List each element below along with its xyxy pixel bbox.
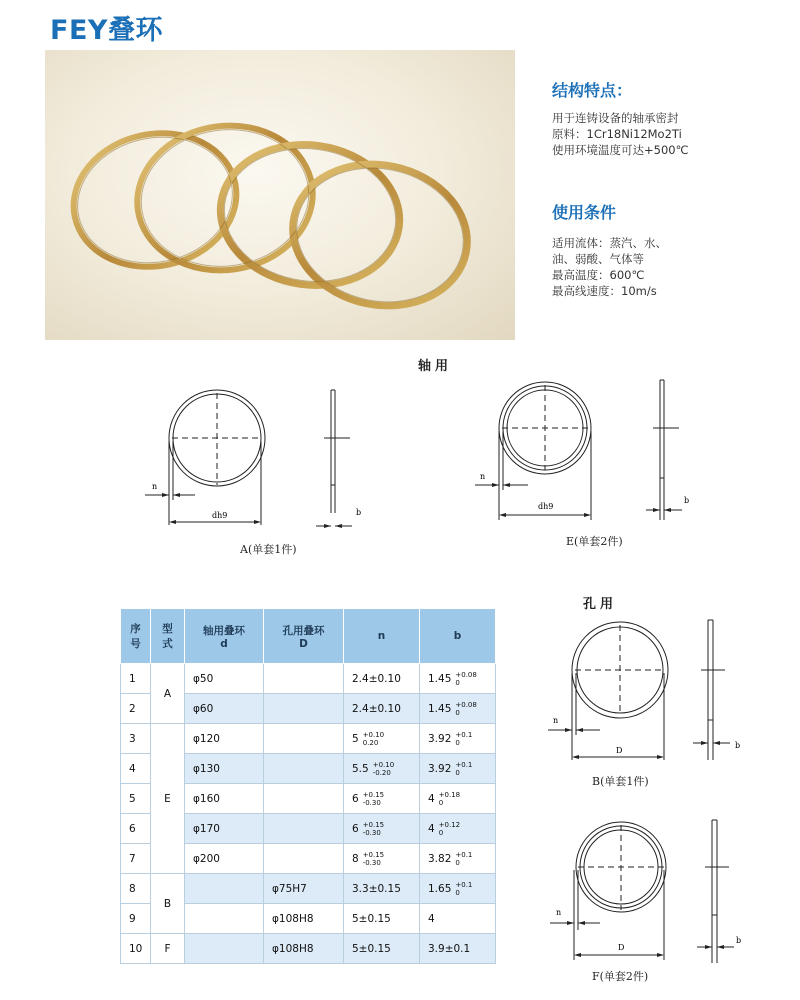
cell-b xyxy=(420,664,496,694)
header-bore-line: 孔用叠环 xyxy=(282,624,325,637)
b-lower-tol: 0 xyxy=(455,858,460,867)
n-value: 5.5 xyxy=(352,762,369,775)
header-type xyxy=(151,609,185,664)
cell-d: φ160 xyxy=(185,784,264,814)
cell-D xyxy=(264,694,344,724)
cell-b xyxy=(420,724,496,754)
b-lower-tol: 0 xyxy=(455,768,460,777)
b-upper-tol: +0.1 xyxy=(455,850,473,859)
n-lower-tol: -0.30 xyxy=(362,828,381,837)
features-title: 结构特点： xyxy=(552,81,633,100)
n-value: 5±0.15 xyxy=(352,942,391,955)
conditions-title: 使用条件 xyxy=(552,203,617,222)
cell-n xyxy=(344,874,420,904)
header-bore-line: D xyxy=(299,637,308,650)
b-value: 1.45 xyxy=(428,672,452,685)
cell-D xyxy=(264,814,344,844)
dim-d-label: D xyxy=(616,746,623,755)
header-seq xyxy=(121,609,151,664)
header-type-line: 型 xyxy=(162,623,173,635)
header-b: b xyxy=(420,609,496,664)
conditions-text xyxy=(552,235,667,299)
cell-n xyxy=(344,904,420,934)
cell-d: φ130 xyxy=(185,754,264,784)
n-value: 2.4±0.10 xyxy=(352,702,401,715)
dim-n-label: n xyxy=(556,908,562,917)
header-shaft-line: d xyxy=(220,637,228,650)
cell-n xyxy=(344,844,420,874)
cell-n xyxy=(344,694,420,724)
cell-b xyxy=(420,874,496,904)
cell-n xyxy=(344,724,420,754)
b-lower-tol: 0 xyxy=(455,708,460,717)
n-upper-tol: +0.10 xyxy=(362,730,385,739)
cell-seq: 5 xyxy=(121,784,151,814)
dim-b-label: b xyxy=(356,508,362,517)
cell-seq: 1 xyxy=(121,664,151,694)
drawing-e xyxy=(470,375,710,535)
b-upper-tol: +0.08 xyxy=(455,670,477,679)
cell-d xyxy=(185,874,264,904)
cell-seq: 10 xyxy=(121,934,151,964)
b-upper-tol: +0.1 xyxy=(455,760,473,769)
cell-b xyxy=(420,934,496,964)
features-text xyxy=(552,110,689,158)
cell-D xyxy=(264,754,344,784)
drawing-b xyxy=(540,615,750,775)
cell-n xyxy=(344,934,420,964)
header-shaft-line: 轴用叠环 xyxy=(203,624,245,637)
b-value: 4 xyxy=(428,792,435,805)
cell-D xyxy=(264,664,344,694)
dim-b-label: b xyxy=(736,936,742,945)
header-seq-line: 序 xyxy=(130,623,141,635)
brand-title: FEY叠环 xyxy=(50,15,163,46)
n-value: 2.4±0.10 xyxy=(352,672,401,685)
b-lower-tol: 0 xyxy=(455,738,460,747)
shaft-section-title: 轴用 xyxy=(418,359,453,374)
cell-b xyxy=(420,844,496,874)
n-upper-tol: +0.15 xyxy=(362,820,385,829)
b-value: 1.45 xyxy=(428,702,452,715)
b-value: 3.9±0.1 xyxy=(428,942,471,955)
cell-type: E xyxy=(151,724,185,874)
header-seq-line: 号 xyxy=(130,638,141,650)
cell-type: A xyxy=(151,664,185,724)
cell-n xyxy=(344,784,420,814)
drawing-f xyxy=(540,815,750,970)
n-value: 8 xyxy=(352,852,359,865)
header-n: n xyxy=(344,609,420,664)
caption-e: E(单套2件) xyxy=(566,535,623,548)
cell-seq: 3 xyxy=(121,724,151,754)
n-value: 5±0.15 xyxy=(352,912,391,925)
product-photo xyxy=(45,50,515,340)
cell-type: B xyxy=(151,874,185,934)
cell-b xyxy=(420,694,496,724)
n-lower-tol: -0.30 xyxy=(362,858,381,867)
b-value: 4 xyxy=(428,912,435,925)
cell-D xyxy=(264,844,344,874)
b-value: 4 xyxy=(428,822,435,835)
n-lower-tol: -0.30 xyxy=(362,798,381,807)
dim-d-label: dh9 xyxy=(538,502,554,511)
conditions-line: 最高线速度：10m/s xyxy=(552,284,657,298)
cell-seq: 4 xyxy=(121,754,151,784)
dim-d-label: dh9 xyxy=(212,511,228,520)
n-value: 6 xyxy=(352,822,359,835)
cell-D: φ108H8 xyxy=(264,934,344,964)
table-row xyxy=(121,934,496,964)
n-upper-tol: +0.15 xyxy=(362,790,385,799)
b-upper-tol: +0.08 xyxy=(455,700,477,709)
b-value: 3.82 xyxy=(428,852,452,865)
cell-seq: 8 xyxy=(121,874,151,904)
conditions-line: 油、弱酸、气体等 xyxy=(552,252,644,266)
cell-b xyxy=(420,784,496,814)
spec-table xyxy=(120,608,496,964)
cell-d: φ120 xyxy=(185,724,264,754)
n-lower-tol: -0.20 xyxy=(372,768,391,777)
cell-b xyxy=(420,754,496,784)
cell-n xyxy=(344,664,420,694)
dim-n-label: n xyxy=(553,716,559,725)
b-upper-tol: +0.1 xyxy=(455,880,473,889)
n-value: 3.3±0.15 xyxy=(352,882,401,895)
b-lower-tol: 0 xyxy=(438,798,444,807)
drawing-a xyxy=(140,375,380,535)
features-line: 用于连铸设备的轴承密封 xyxy=(552,111,679,125)
b-upper-tol: +0.1 xyxy=(455,730,473,739)
table-row xyxy=(121,724,496,754)
b-value: 1.65 xyxy=(428,882,452,895)
cell-n xyxy=(344,814,420,844)
b-upper-tol: +0.18 xyxy=(438,790,461,799)
cell-D xyxy=(264,724,344,754)
dim-b-label: b xyxy=(684,496,690,505)
cell-d: φ170 xyxy=(185,814,264,844)
n-lower-tol: 0.20 xyxy=(362,738,379,747)
dim-n-label: n xyxy=(152,482,158,491)
cell-seq: 2 xyxy=(121,694,151,724)
dim-d-label: D xyxy=(618,943,625,952)
cell-seq: 6 xyxy=(121,814,151,844)
header-shaft xyxy=(185,609,264,664)
n-value: 5 xyxy=(352,732,359,745)
conditions-line: 适用流体：蒸汽、水、 xyxy=(552,236,667,250)
bore-section-title: 孔用 xyxy=(583,597,618,612)
cell-d: φ50 xyxy=(185,664,264,694)
dim-n-label: n xyxy=(480,472,486,481)
caption-f: F(单套2件) xyxy=(592,970,649,983)
cell-b xyxy=(420,814,496,844)
n-upper-tol: +0.10 xyxy=(372,760,395,769)
cell-D: φ108H8 xyxy=(264,904,344,934)
b-value: 3.92 xyxy=(428,732,452,745)
b-lower-tol: 0 xyxy=(438,828,444,837)
cell-D xyxy=(264,784,344,814)
cell-seq: 7 xyxy=(121,844,151,874)
features-line: 原料：1Cr18Ni12Mo2Ti xyxy=(552,127,682,141)
cell-b xyxy=(420,904,496,934)
conditions-line: 最高温度：600℃ xyxy=(552,268,645,282)
cell-D: φ75H7 xyxy=(264,874,344,904)
table-row xyxy=(121,874,496,904)
caption-a: A(单套1件) xyxy=(240,543,297,556)
cell-d xyxy=(185,904,264,934)
cell-d: φ60 xyxy=(185,694,264,724)
cell-d: φ200 xyxy=(185,844,264,874)
header-bore xyxy=(264,609,344,664)
features-line: 使用环境温度可达+500℃ xyxy=(552,143,689,157)
n-upper-tol: +0.15 xyxy=(362,850,385,859)
dim-b-label: b xyxy=(735,741,741,750)
b-upper-tol: +0.12 xyxy=(438,820,461,829)
b-value: 3.92 xyxy=(428,762,452,775)
n-value: 6 xyxy=(352,792,359,805)
cell-seq: 9 xyxy=(121,904,151,934)
cell-n xyxy=(344,754,420,784)
b-lower-tol: 0 xyxy=(455,678,460,687)
header-type-line: 式 xyxy=(162,638,173,650)
table-row xyxy=(121,664,496,694)
caption-b: B(单套1件) xyxy=(592,775,649,788)
b-lower-tol: 0 xyxy=(455,888,460,897)
cell-d xyxy=(185,934,264,964)
cell-type: F xyxy=(151,934,185,964)
